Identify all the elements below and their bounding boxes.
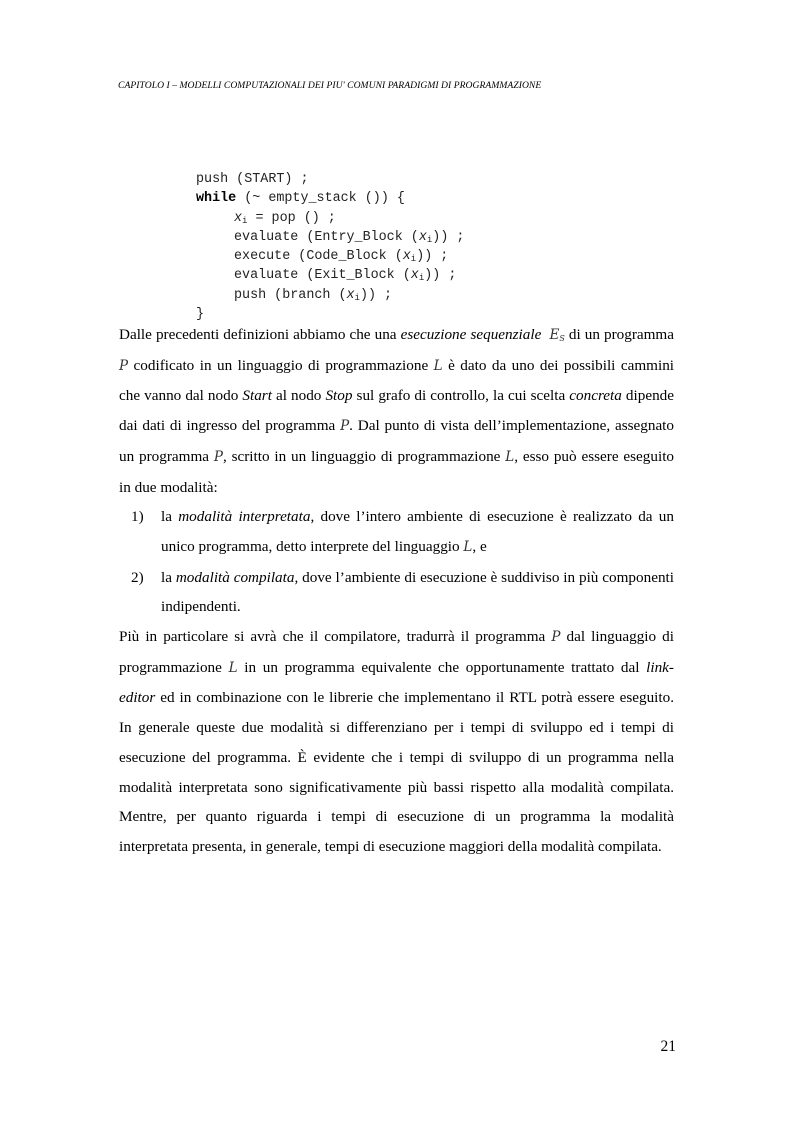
body-text bbox=[119, 320, 674, 862]
text: dal linguaggio di programmazione bbox=[119, 628, 674, 676]
emphasis: modalità interpretata bbox=[178, 508, 311, 526]
code-text: evaluate (Exit_Block ( bbox=[234, 268, 411, 284]
symbol-P: P bbox=[551, 629, 561, 646]
mode-list bbox=[119, 502, 674, 622]
list-number: 1) bbox=[131, 508, 144, 526]
text: , scritto in un linguaggio di programmazione bbox=[222, 447, 506, 465]
text: sul grafo di controllo, la cui scelta bbox=[352, 387, 570, 405]
text: la bbox=[161, 568, 176, 586]
symbol-L: L bbox=[463, 538, 473, 555]
emphasis: modalità compilata bbox=[175, 568, 295, 586]
paragraph bbox=[119, 320, 674, 502]
code-line bbox=[196, 286, 676, 305]
code-text: )) ; bbox=[359, 287, 393, 303]
text: codificato in un linguaggio di programmazione bbox=[128, 356, 434, 374]
text: , dove l’ambiente di esecuzione è suddiviso in più componenti indipendenti. bbox=[161, 568, 674, 616]
symbol-letter: E bbox=[549, 327, 560, 343]
text: la bbox=[161, 508, 179, 526]
text: Dalle precedenti definizioni abbiamo che una bbox=[119, 326, 401, 343]
code-var: x bbox=[346, 287, 355, 303]
text: , e bbox=[472, 537, 487, 555]
code-line bbox=[196, 189, 676, 208]
code-sub: i bbox=[410, 254, 417, 265]
emphasis: Start bbox=[242, 387, 272, 405]
code-text: )) ; bbox=[424, 268, 457, 284]
text: , esso può essere eseguito in due modalità: bbox=[119, 447, 675, 496]
symbol-L: L bbox=[228, 659, 238, 676]
code-text: execute (Code_Block ( bbox=[234, 249, 403, 265]
list-number: 2) bbox=[131, 568, 144, 586]
symbol-subscript: S bbox=[559, 334, 565, 343]
code-text: } bbox=[196, 307, 205, 323]
code-sub: i bbox=[242, 215, 248, 226]
code-line bbox=[196, 209, 676, 228]
code-var: x bbox=[410, 268, 419, 284]
code-var: x bbox=[234, 210, 243, 226]
running-header: CAPITOLO I – MODELLI COMPUTAZIONALI DEI PIU' COMUNI PARADIGMI DI PROGRAMMAZIONE bbox=[118, 80, 542, 91]
code-line bbox=[196, 170, 676, 189]
page-number: 21 bbox=[660, 1038, 676, 1055]
code-text: push (branch ( bbox=[234, 287, 347, 303]
code-var: x bbox=[402, 249, 411, 265]
keyword-while: while bbox=[196, 191, 237, 207]
code-sub: i bbox=[418, 273, 425, 284]
code-var: x bbox=[418, 229, 427, 245]
list-item bbox=[119, 563, 674, 622]
text: è dato da uno dei possibili cammini che vanno dal nodo bbox=[119, 356, 675, 405]
list-item bbox=[119, 502, 674, 562]
text: di un programma bbox=[564, 326, 674, 343]
emphasis: esecuzione sequenziale bbox=[400, 326, 542, 343]
symbol-P: P bbox=[213, 448, 223, 465]
paragraph bbox=[119, 622, 674, 862]
code-text: )) ; bbox=[432, 229, 465, 245]
emphasis: concreta bbox=[569, 387, 622, 405]
code-text: )) ; bbox=[416, 249, 449, 265]
code-line bbox=[196, 247, 676, 266]
code-sub: i bbox=[426, 234, 433, 245]
text: in un programma equivalente che opportunamente trattato dal bbox=[237, 658, 647, 676]
text: al nodo bbox=[271, 387, 326, 405]
code-sub: i bbox=[354, 292, 360, 303]
code-text: = pop () ; bbox=[247, 210, 336, 226]
symbol-L: L bbox=[433, 357, 443, 374]
code-listing bbox=[196, 170, 676, 324]
text: , dove l’intero ambiente di esecuzione è realizzato da un unico programma, detto interprete del linguaggio bbox=[161, 508, 674, 555]
symbol-P: P bbox=[119, 357, 129, 374]
code-text: (~ empty_stack ()) { bbox=[236, 191, 405, 207]
code-line bbox=[196, 266, 676, 285]
code-line bbox=[196, 228, 676, 247]
text: dipende dai dati di ingresso del programma bbox=[119, 387, 674, 435]
emphasis: Stop bbox=[325, 387, 353, 405]
text: Più in particolare si avrà che il compilatore, tradurrà il programma bbox=[119, 628, 552, 646]
symbol-E-S bbox=[549, 327, 564, 343]
code-text: push (START) ; bbox=[196, 172, 309, 187]
emphasis: link-editor bbox=[119, 658, 674, 707]
text: ed in combinazione con le librerie che implementano il RTL potrà essere eseguito. In generale queste due modalità si differenziano per i tempi di sviluppo ed i tempi di esecuzione del programma. È evidente che i tempi di sviluppo di un programma nella modalità interpretata sono significativamente più bassi rispetto alla modalità compilata. Mentre, per quanto riguarda i tempi di esecuzione di un programma la modalità interpretata presenta, in generale, tempi di esecuzione maggiori della modalità compilata. bbox=[119, 689, 674, 855]
symbol-P: P bbox=[340, 418, 350, 435]
text: . Dal punto di vista dell’implementazione, assegnato un programma bbox=[119, 417, 674, 465]
code-text: evaluate (Entry_Block ( bbox=[234, 229, 419, 245]
symbol-L: L bbox=[505, 448, 515, 465]
